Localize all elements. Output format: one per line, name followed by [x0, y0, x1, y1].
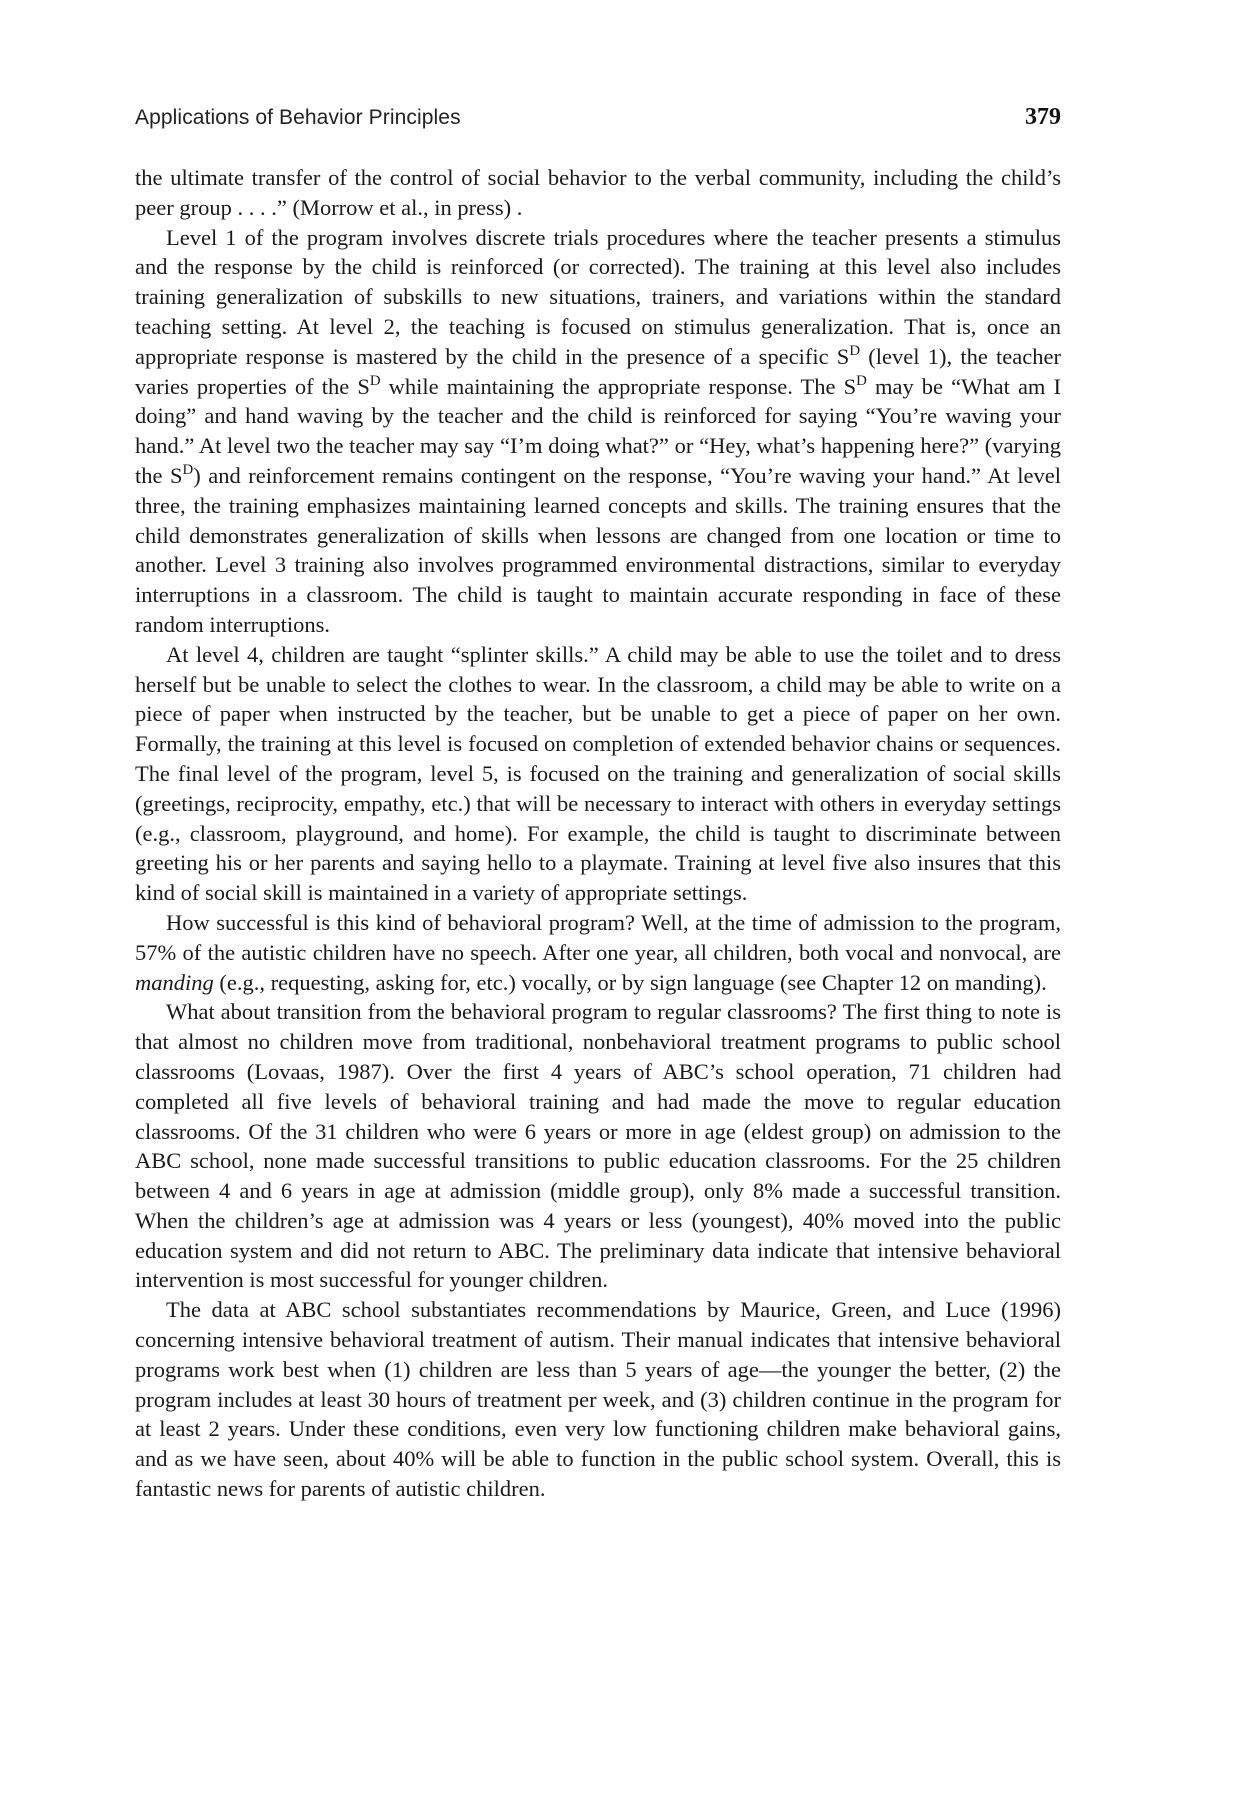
body-text	[135, 163, 1061, 1504]
superscript-d: D	[369, 372, 381, 389]
running-title: Applications of Behavior Principles	[135, 106, 461, 129]
page-number: 379	[1025, 104, 1061, 130]
italic-term: manding	[135, 969, 214, 995]
paragraph-levels-4-5: At level 4, children are taught “splinter skills.” A child may be able to use the toilet and to dress herself but be unable to select the clothes to wear. In the classroom, a child may be able to write on a piece of paper when instructed by the teacher, but be unable to get a piece of paper on her own. Formally, the training at this level is focused on completion of extended behavior chains or sequences. The final level of the program, level 5, is focused on the training and generalization of social skills (greetings, reciprocity, empathy, etc.) that will be necessary to interact with others in everyday settings (e.g., classroom, playground, and home). For example, the child is taught to discriminate between greeting his or her parents and saying hello to a playmate. Training at level five also insures that this kind of social skill is maintained in a variety of appropriate settings.	[135, 641, 1061, 906]
superscript-d: D	[856, 372, 867, 389]
text-run: while maintaining the appropriate response. The S	[380, 373, 857, 399]
text-run: may be “What am I doing” and hand waving by the teacher and the child is reinforced for saying “You’re waving your hand.” At level two the teacher may say “I’m doing what?” or “Hey, what’s happening here?” (varying the S	[135, 373, 1062, 488]
running-head	[135, 104, 1061, 138]
text-run: (level 1), the teacher varies properties of the S	[135, 343, 1061, 399]
text-run: How successful is this kind of behavioral program? Well, at the time of admission to the program, 57% of the autistic children have no speech. After one year, all children, both vocal and nonvocal, are	[135, 909, 1061, 965]
superscript-d: D	[849, 342, 861, 359]
text-run: Level 1 of the program involves discrete trials procedures where the teacher presents a stimulus and the response by the child is reinforced (or corrected). The training at this level also includes training generalization of subskills to new situations, trainers, and variations within the standard teaching setting. At level 2, the teaching is focused on stimulus generalization. That is, once an appropriate response is mastered by the child in the presence of a specific S	[135, 224, 1061, 369]
text-run: (e.g., requesting, asking for, etc.) vocally, or by sign language (see Chapter 12 on manding).	[213, 969, 1047, 995]
superscript-d: D	[182, 461, 194, 478]
paragraph-continued: the ultimate transfer of the control of social behavior to the verbal community, including the child’s peer group . . . .” (Morrow et al., in press) .	[135, 165, 1061, 220]
paragraph-success	[135, 908, 1061, 997]
paragraph-transition: What about transition from the behavioral program to regular classrooms? The first thing to note is that almost no children move from traditional, nonbehavioral treatment programs to public school classrooms (Lovaas, 1987). Over the first 4 years of ABC’s school operation, 71 children had completed all five levels of behavioral training and had made the move to regular education classrooms. Of the 31 children who were 6 years or more in age (eldest group) on admission to the ABC school, none made successful transitions to public education classrooms. For the 25 children between 4 and 6 years in age at admission (middle group), only 8% made a successful transition. When the children’s age at admission was 4 years or less (youngest), 40% moved into the public education system and did not return to ABC. The preliminary data indicate that intensive behavioral intervention is most successful for younger children.	[135, 999, 1061, 1293]
paragraph-recommendations: The data at ABC school substantiates recommendations by Maurice, Green, and Luce (1996) concerning intensive behavioral treatment of autism. Their manual indicates that intensive behavioral programs work best when (1) children are less than 5 years of age—the younger the better, (2) the program includes at least 30 hours of treatment per week, and (3) children continue in the program for at least 2 years. Under these conditions, even very low functioning children make behavioral gains, and as we have seen, about 40% will be able to function in the public school system. Overall, this is fantastic news for parents of autistic children.	[135, 1297, 1061, 1502]
text-run: ) and reinforcement remains contingent on the response, “You’re waving your hand.” At level three, the training emphasizes maintaining learned concepts and skills. The training ensures that the child demonstrates generalization of skills when lessons are changed from one location or time to another. Level 3 training also involves programmed environmental distractions, similar to everyday interruptions in a classroom. The child is taught to maintain accurate responding in face of these random interruptions.	[135, 462, 1061, 637]
paragraph-levels-1-3	[135, 223, 1061, 640]
